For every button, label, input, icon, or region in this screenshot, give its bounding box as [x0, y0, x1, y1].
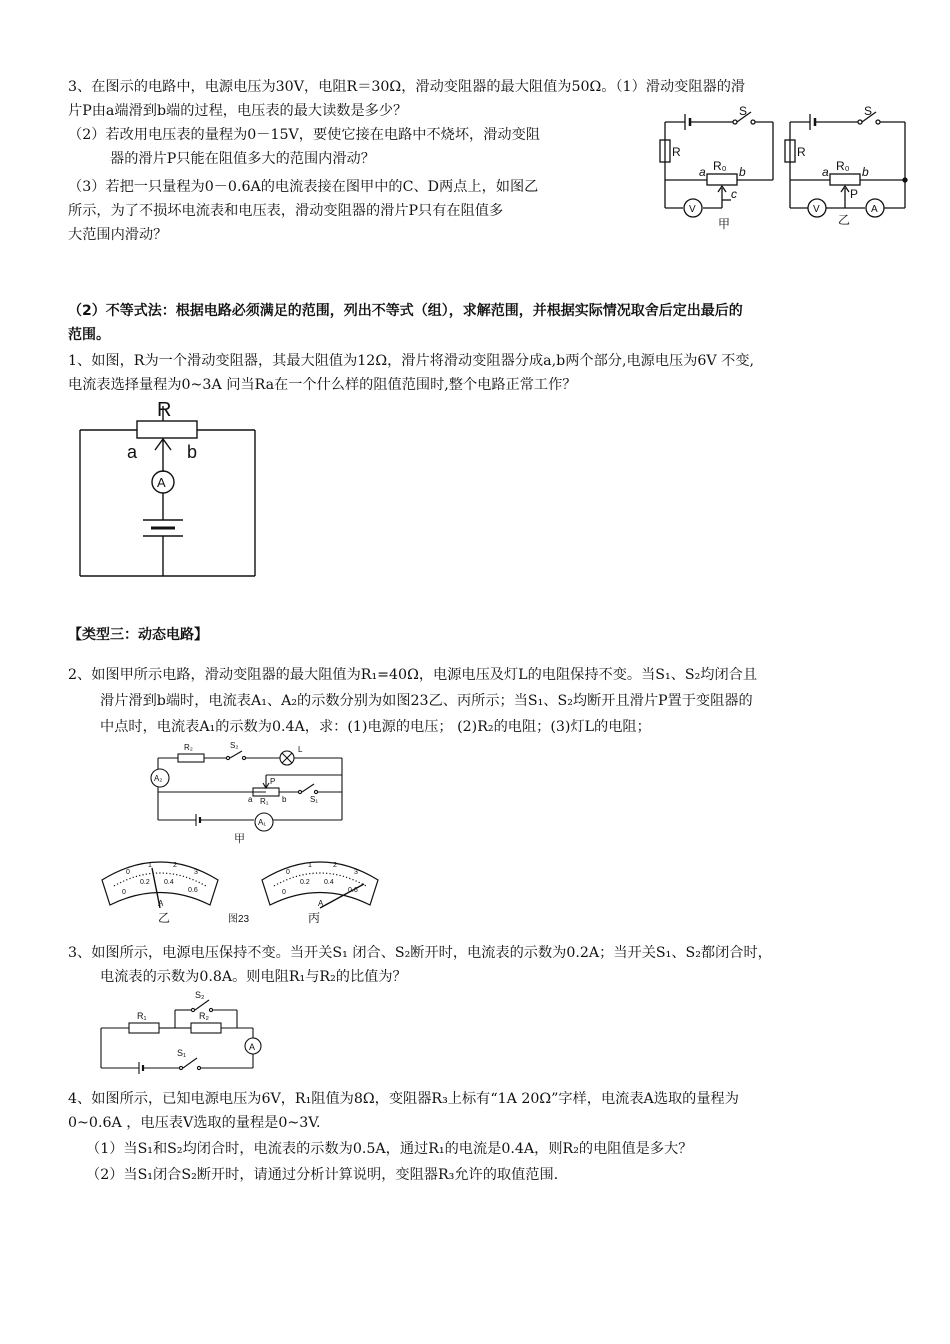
label-S-jia: S [739, 104, 748, 118]
dial-yi-top-1: 1 [148, 862, 152, 869]
dial-yi-top-2: 2 [173, 862, 177, 869]
label-S2-p2: S₂ [230, 741, 239, 750]
dial-bing-top-2: 2 [333, 862, 337, 869]
label-S1-p2: S₁ [310, 795, 319, 804]
p2-circuit-figure-jia [148, 740, 358, 850]
q3-line-6: 所示，为了不损坏电流表和电压表，滑动变阻器的滑片P只有在阻值多 [68, 203, 504, 219]
ammeter-A2-p2: A₂ [154, 774, 163, 783]
label-b-p1: b [187, 442, 198, 462]
label-R2-p3: R₂ [199, 1011, 209, 1021]
dial-yi-top-3: 3 [194, 869, 198, 876]
method2-line-2: 范围。 [68, 327, 110, 343]
q3-line-3: （2）若改用电压表的量程为0－15V，要使它接在电路中不烧坏，滑动变阻 [68, 127, 540, 143]
q3-line-4: 器的滑片P只能在阻值多大的范围内滑动？ [110, 151, 375, 167]
p3-line-2: 电流表的示数为0.8A。则电阻R₁与R₂的比值为？ [100, 969, 407, 985]
caption-yi-p2: 乙 [158, 911, 171, 925]
label-c-jia: c [731, 187, 737, 201]
p4-line-3: （1）当S₁和S₂均闭合时，电流表的示数为0.5A，通过R₁的电流是0.4A，则R₂的电阻值是多大？ [86, 1141, 693, 1157]
method2-line-1: （2）不等式法：根据电路必须满足的范围，列出不等式（组），求解范围，并根据实际情况取舍后定出最后的 [68, 303, 743, 319]
ammeter-A-p1: A [157, 475, 166, 490]
dial-bing-bottom-2: 0.4 [324, 879, 334, 886]
label-a-yi: a [822, 165, 829, 179]
label-R0-jia: R₀ [713, 159, 727, 173]
label-L-p2: L [298, 745, 303, 754]
p1-line-2: 电流表选择量程为0~3A 问当Ra在一个什么样的阻值范围时,整个电路正常工作？ [68, 377, 577, 393]
p2-line-3: 中点时，电流表A₁的示数为0.4A，求：(1)电源的电压； (2)R₂的电阻；(3)灯L的电阻； [100, 719, 651, 735]
label-R-yi: R [797, 145, 806, 159]
label-R-p1: R [157, 399, 172, 421]
ammeter-A1-p2: A₁ [258, 818, 267, 827]
type3-title: 【类型三：动态电路】 [68, 627, 208, 643]
q3-line-7: 大范围内滑动？ [68, 227, 168, 243]
caption-jia-p2: 甲 [234, 833, 245, 845]
label-R0-yi: R₀ [836, 159, 850, 173]
label-R2-p2: R₂ [184, 743, 193, 752]
caption-bing-p2: 丙 [308, 911, 321, 925]
dial-yi-bottom-3: 0.6 [188, 887, 198, 894]
label-R1-p3: R₁ [137, 1011, 147, 1021]
p1-line-1: 1、如图，R为一个滑动变阻器，其最大阻值为12Ω，滑片将滑动变阻器分成a,b两个部分,电源电压为6V 不变, [68, 353, 755, 369]
figure-23-caption: 图23 [228, 914, 250, 925]
label-P-yi: P [850, 187, 859, 201]
dial-yi-unit: A [158, 899, 164, 908]
dial-bing-unit: A [318, 899, 324, 908]
dial-bing-top-0: 0 [286, 869, 290, 876]
q3-circuit-figures [655, 100, 920, 240]
p2-meter-dials [100, 850, 400, 930]
ammeter-A-p3: A [249, 1042, 256, 1052]
caption-jia: 甲 [718, 217, 731, 231]
label-R-jia: R [672, 145, 681, 159]
p1-circuit-figure [75, 398, 260, 580]
p4-line-1: 4、如图所示，已知电源电压为6V，R₁阻值为8Ω，变阻器R₃上标有“1A 20Ω”字样，电流表A选取的量程为 [68, 1091, 739, 1107]
q3-line-1: 3、在图示的电路中，电源电压为30V，电阻R＝30Ω，滑动变阻器的最大阻值为50Ω。（1）滑动变阻器的滑 [68, 79, 746, 95]
p4-line-4: （2）当S₁闭合S₂断开时，请通过分析计算说明，变阻器R₃允许的取值范围. [86, 1167, 559, 1183]
ammeter-A-yi: A [871, 204, 878, 215]
label-a-jia: a [699, 165, 706, 179]
label-S1-p3: S₁ [177, 1048, 187, 1058]
dial-bing-bottom-3: 0.6 [348, 887, 358, 894]
caption-yi: 乙 [838, 213, 851, 227]
dial-bing-top-3: 3 [354, 869, 358, 876]
label-b-jia: b [739, 165, 746, 179]
q3-line-2: 片P由a端滑到b端的过程，电压表的最大读数是多少？ [68, 103, 408, 119]
label-S-yi: S [864, 104, 873, 118]
p3-circuit-figure [95, 988, 270, 1076]
p3-line-1: 3、如图所示，电源电压保持不变。当开关S₁ 闭合、S₂断开时，电流表的示数为0.2A；当开关S₁、S₂都闭合时， [68, 945, 772, 961]
q3-line-5: （3）若把一只量程为0－0.6A的电流表接在图甲中的C、D两点上，如图乙 [68, 179, 539, 195]
p4-line-2: 0~0.6A ，电压表V选取的量程是0~3V. [68, 1115, 321, 1131]
label-b-yi: b [862, 165, 869, 179]
label-a-p2: a [248, 795, 253, 804]
voltmeter-V-yi: V [813, 204, 820, 215]
dial-bing-bottom-1: 0.2 [300, 879, 310, 886]
p2-line-2: 滑片滑到b端时，电流表A₁、A₂的示数分别为如图23乙、丙所示；当S₁、S₂均断开且滑片P置于变阻器的 [100, 693, 753, 709]
label-S2-p3: S₂ [195, 990, 205, 1000]
dial-yi-bottom-2: 0.4 [164, 879, 174, 886]
dial-yi-bottom-1: 0.2 [140, 879, 150, 886]
meter-dial-yi [102, 862, 218, 925]
dial-yi-bottom-0: 0 [122, 889, 126, 896]
dial-bing-top-1: 1 [308, 862, 312, 869]
p2-line-1: 2、如图甲所示电路，滑动变阻器的最大阻值为R₁=40Ω，电源电压及灯L的电阻保持不变。当S₁、S₂均闭合且 [68, 667, 758, 683]
voltmeter-V-jia: V [689, 204, 696, 215]
dial-bing-bottom-0: 0 [282, 889, 286, 896]
label-b-p2: b [282, 795, 287, 804]
label-P-p2: P [270, 777, 276, 786]
label-a-p1: a [127, 442, 138, 462]
meter-dial-bing [262, 862, 378, 925]
label-R1-p2: R₁ [260, 797, 269, 806]
dial-yi-top-0: 0 [126, 869, 130, 876]
